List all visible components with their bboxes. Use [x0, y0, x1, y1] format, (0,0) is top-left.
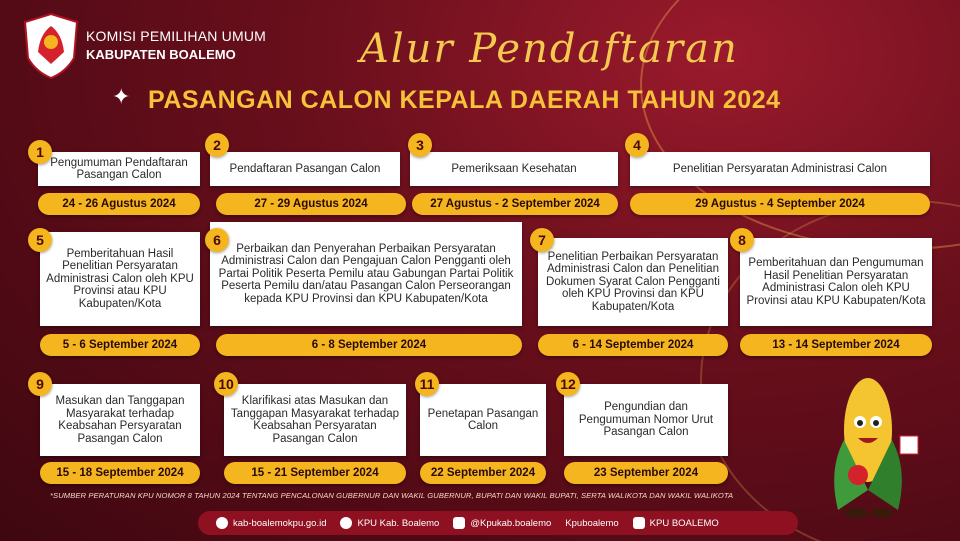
step-3-number: 3 — [408, 133, 432, 157]
step-7-text: Penelitian Perbaikan Persyaratan Administrasi Calon dan Penelitian Dokumen Syarat Calon Pengganti oleh KPU Provinsi dan KPU Kabupaten/Kota — [538, 238, 728, 326]
step-11-date: 22 September 2024 — [420, 462, 546, 484]
facebook-label: KPU Kab. Boalemo — [357, 517, 440, 529]
step-9-date: 15 - 18 September 2024 — [40, 462, 200, 484]
globe-icon — [216, 517, 228, 529]
tiktok-label: Kpuboalemo — [565, 517, 619, 529]
step-11-text: Penetapan Pasangan Calon — [420, 384, 546, 456]
kpu-logo — [22, 12, 80, 80]
step-1-number: 1 — [28, 140, 52, 164]
step-6-number: 6 — [205, 228, 229, 252]
step-2-number: 2 — [205, 133, 229, 157]
step-8-date: 13 - 14 September 2024 — [740, 334, 932, 356]
step-5-date: 5 - 6 September 2024 — [40, 334, 200, 356]
step-10-number: 10 — [214, 372, 238, 396]
step-1-date: 24 - 26 Agustus 2024 — [38, 193, 200, 215]
facebook-icon — [340, 517, 352, 529]
footer-tiktok[interactable] — [565, 518, 618, 529]
website-label: kab-boalemokpu.go.id — [233, 517, 327, 529]
footer-instagram[interactable] — [453, 517, 551, 529]
instagram-icon — [453, 517, 465, 529]
step-4-number: 4 — [625, 133, 649, 157]
step-10-text: Klarifikasi atas Masukan dan Tanggapan Masyarakat terhadap Keabsahan Persyaratan Pasangan Calon — [224, 384, 406, 456]
step-8-number: 8 — [730, 228, 754, 252]
footer-website[interactable] — [216, 517, 326, 529]
source-footnote: *SUMBER PERATURAN KPU NOMOR 8 TAHUN 2024 TENTANG PENCALONAN GUBERNUR DAN WAKIL GUBERNUR, BUPATI DAN WAKIL BUPATI, SERTA WALIKOTA DAN WAKIL WALIKOTA — [50, 491, 734, 500]
instagram-label: @Kpukab.boalemo — [470, 517, 552, 529]
step-3-date: 27 Agustus - 2 September 2024 — [412, 193, 618, 215]
footer-bar — [198, 511, 798, 535]
step-7-date: 6 - 14 September 2024 — [538, 334, 728, 356]
step-10-date: 15 - 21 September 2024 — [224, 462, 406, 484]
step-5-text: Pemberitahuan Hasil Penelitian Persyaratan Administrasi Calon oleh KPU Provinsi atau KPU Kabupaten/Kota — [40, 232, 200, 326]
footer-youtube[interactable] — [633, 517, 719, 529]
step-9-text: Masukan dan Tanggapan Masyarakat terhadap Keabsahan Persyaratan Pasangan Calon — [40, 384, 200, 456]
step-5-number: 5 — [28, 228, 52, 252]
footer-facebook[interactable] — [340, 517, 439, 529]
org-line-2: KABUPATEN BOALEMO — [86, 47, 236, 62]
step-11-number: 11 — [415, 372, 439, 396]
step-2-text: Pendaftaran Pasangan Calon — [210, 152, 400, 186]
step-4-text: Penelitian Persyaratan Administrasi Calon — [630, 152, 930, 186]
step-12-text: Pengundian dan Pengumuman Nomor Urut Pasangan Calon — [564, 384, 728, 456]
step-2-date: 27 - 29 Agustus 2024 — [216, 193, 406, 215]
main-title: PASANGAN CALON KEPALA DAERAH TAHUN 2024 — [148, 86, 781, 114]
step-12-date: 23 September 2024 — [564, 462, 728, 484]
step-3-text: Pemeriksaan Kesehatan — [410, 152, 618, 186]
step-12-number: 12 — [556, 372, 580, 396]
step-1-text: Pengumuman Pendaftaran Pasangan Calon — [38, 152, 200, 186]
sparkle-icon: ✦ — [112, 84, 131, 109]
script-title: Alur Pendaftaran — [360, 26, 739, 72]
org-line-1: KOMISI PEMILIHAN UMUM — [86, 28, 266, 44]
step-7-number: 7 — [530, 228, 554, 252]
youtube-icon — [633, 517, 645, 529]
step-9-number: 9 — [28, 372, 52, 396]
youtube-label: KPU BOALEMO — [649, 517, 719, 529]
step-4-date: 29 Agustus - 4 September 2024 — [630, 193, 930, 215]
step-8-text: Pemberitahuan dan Pengumuman Hasil Penelitian Persyaratan Administrasi Calon oleh KPU Provinsi atau KPU Kabupaten/Kota — [740, 238, 932, 326]
step-6-date: 6 - 8 September 2024 — [216, 334, 522, 356]
step-6-text: Perbaikan dan Penyerahan Perbaikan Persyaratan Administrasi Calon dan Pengajuan Calon Pengganti oleh Partai Politik Peserta Pemilu atau Gabungan Partai Politik Peserta Pemilu dan/atau Pasangan Calon Perseorangan kepada KPU Provinsi dan KPU Kabupaten/Kota — [210, 222, 522, 326]
corn-mascot-illustration — [808, 370, 928, 520]
